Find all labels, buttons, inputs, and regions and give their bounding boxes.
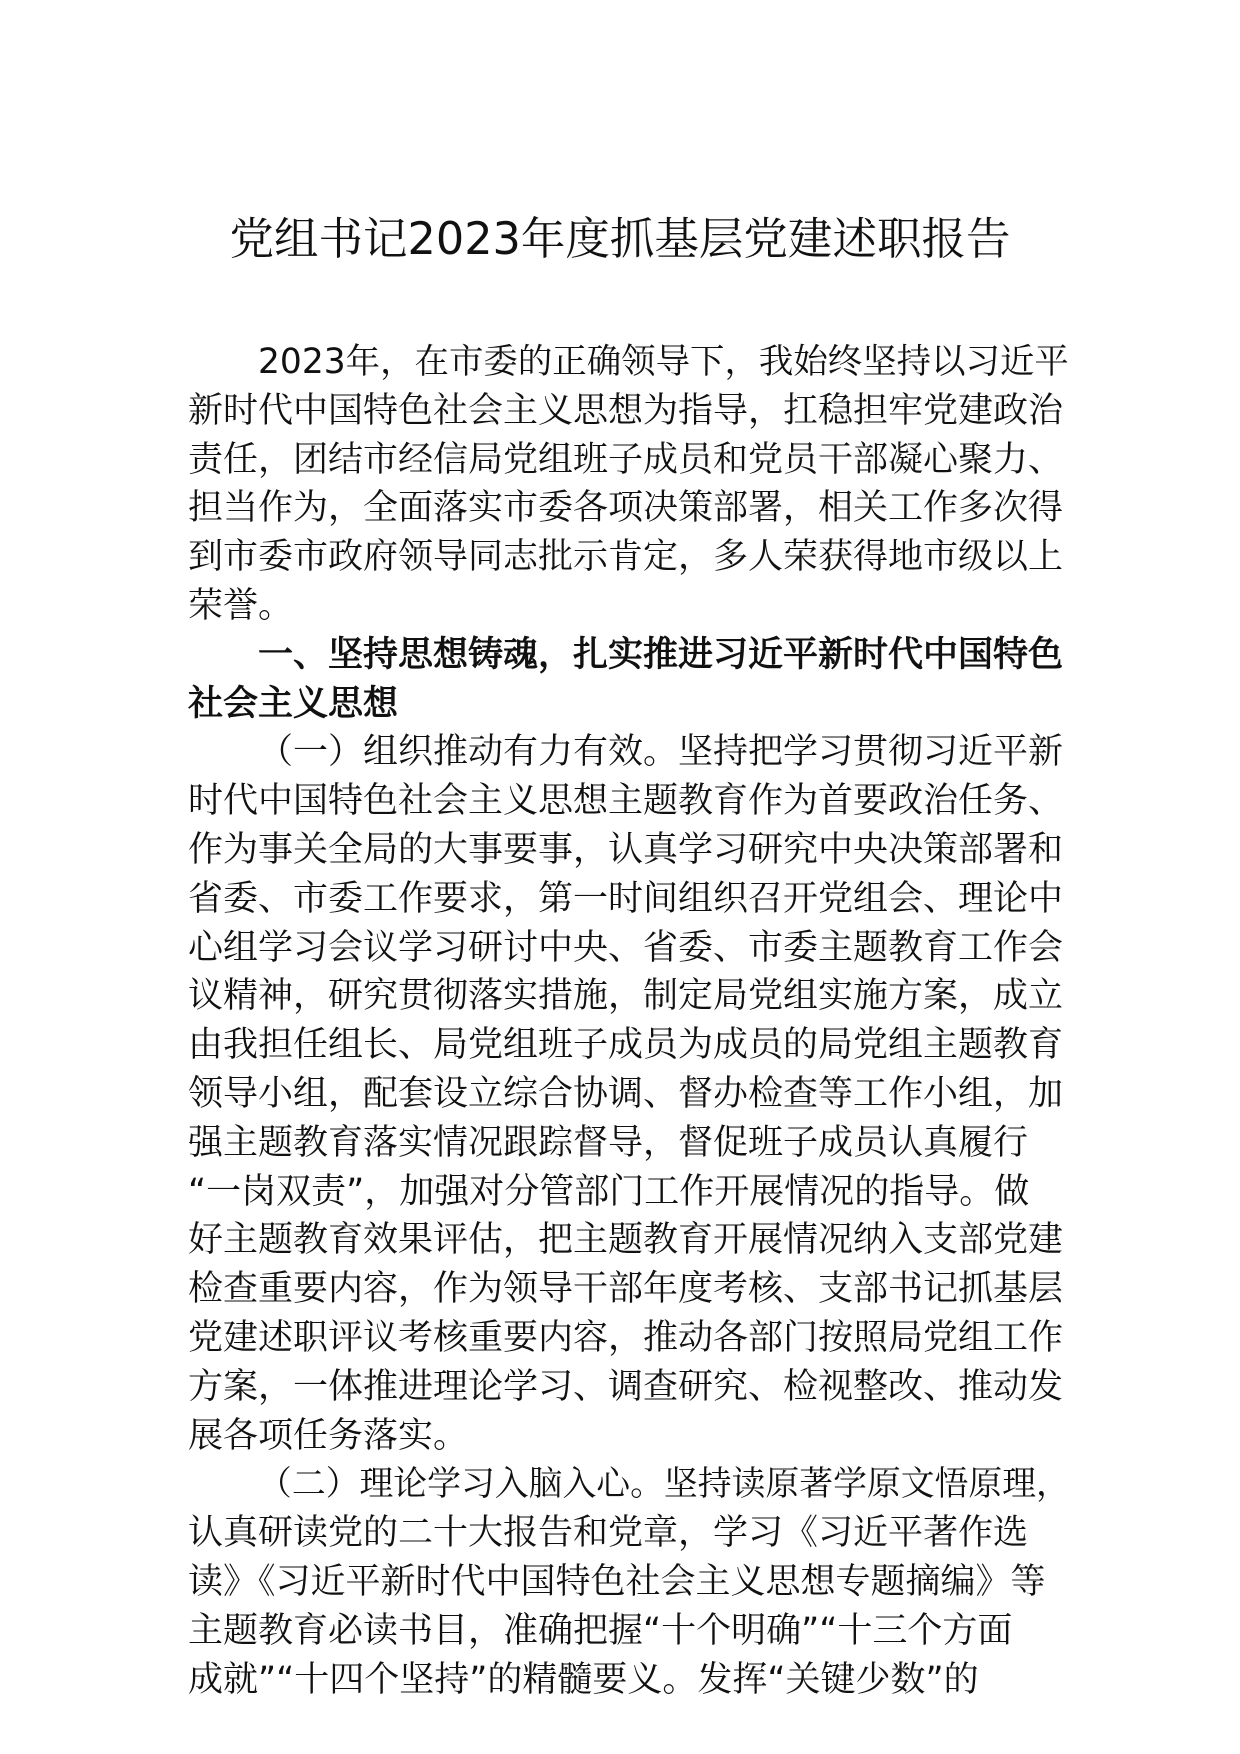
- paragraph-line: 领导小组，配套设立综合协调、督办检查等工作小组，加: [188, 1073, 1064, 1114]
- paragraph-line: 由我担任组长、局党组班子成员为成员的局党组主题教育: [188, 1025, 1064, 1066]
- paragraph-line: 时代中国特色社会主义思想主题教育作为首要政治任务、: [188, 781, 1064, 822]
- paragraph-line: 责任，团结市经信局党组班子成员和党员干部凝心聚力、: [188, 439, 1064, 480]
- paragraph-line: 2023年，在市委的正确领导下，我始终坚持以习近平: [258, 342, 1069, 382]
- section-heading-line: 社会主义思想: [188, 683, 399, 724]
- paragraph-line: （二）理论学习入脑入心。坚持读原著学原文悟原理，: [258, 1464, 1070, 1504]
- section-heading-line: 一、坚持思想铸魂，扎实推进习近平新时代中国特色: [258, 634, 1064, 675]
- paragraph-line: “一岗双责”，加强对分管部门工作开展情况的指导。做: [188, 1171, 1030, 1212]
- paragraph-line: 强主题教育落实情况跟踪督导，督促班子成员认真履行: [188, 1122, 1029, 1163]
- paragraph-line: 主题教育必读书目，准确把握“十个明确”“十三个方面: [188, 1610, 1013, 1651]
- paragraph-line: 方案，一体推进理论学习、调查研究、检视整改、推动发: [188, 1366, 1064, 1407]
- paragraph-line: 作为事关全局的大事要事，认真学习研究中央决策部署和: [188, 829, 1064, 870]
- document-body: [188, 338, 1070, 1704]
- paragraph-line: （一）组织推动有力有效。坚持把学习贯彻习近平新: [258, 732, 1064, 773]
- paragraph-line: 到市委市政府领导同志批示肯定，多人荣获得地市级以上: [188, 537, 1064, 578]
- paragraph-line: 党建述职评议考核重要内容，推动各部门按照局党组工作: [188, 1317, 1064, 1358]
- paragraph-line: 展各项任务落实。: [188, 1415, 469, 1456]
- paragraph-line: 荣誉。: [188, 585, 294, 626]
- document-title: 党组书记2023年度抓基层党建述职报告: [229, 214, 1011, 265]
- paragraph-line: 读》《习近平新时代中国特色社会主义思想专题摘编》等: [188, 1561, 1046, 1602]
- paragraph-line: 心组学习会议学习研讨中央、省委、市委主题教育工作会: [188, 927, 1064, 968]
- paragraph-line: 新时代中国特色社会主义思想为指导，扛稳担牢党建政治: [188, 390, 1064, 431]
- paragraph-line: 好主题教育效果评估，把主题教育开展情况纳入支部党建: [188, 1220, 1064, 1261]
- paragraph-line: 认真研读党的二十大报告和党章，学习《习近平著作选: [188, 1513, 1029, 1554]
- paragraph-line: 成就”“十四个坚持”的精髓要义。发挥“关键少数”的: [188, 1659, 979, 1700]
- paragraph-line: 省委、市委工作要求，第一时间组织召开党组会、理论中: [188, 878, 1064, 919]
- paragraph-line: 议精神，研究贯彻落实措施，制定局党组实施方案，成立: [188, 976, 1064, 1017]
- paragraph-line: 担当作为，全面落实市委各项决策部署，相关工作多次得: [188, 488, 1064, 529]
- paragraph-line: 检查重要内容，作为领导干部年度考核、支部书记抓基层: [188, 1269, 1064, 1310]
